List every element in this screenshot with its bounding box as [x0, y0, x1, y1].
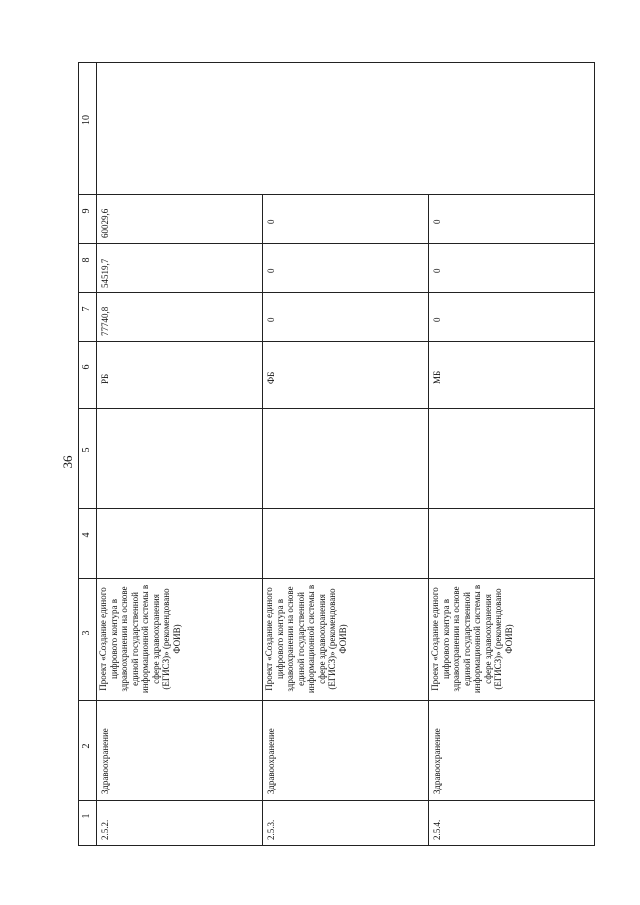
row-budget-type: РБ	[100, 373, 110, 384]
col-border	[78, 292, 594, 293]
row-budget-type: ФБ	[266, 371, 276, 384]
col-border	[78, 700, 594, 701]
col-border	[78, 408, 594, 409]
row-value-8: 54519,7	[100, 258, 110, 288]
row-sector: Здравоохранение	[100, 728, 110, 794]
header-col-2: 2	[81, 743, 92, 749]
row-number: 2.5.3.	[266, 819, 276, 840]
header-col-5: 5	[81, 447, 92, 453]
row-sector: Здравоохранение	[266, 728, 276, 794]
row-number: 2.5.4.	[432, 819, 442, 840]
table-border-left	[78, 62, 79, 846]
header-col-7: 7	[81, 306, 92, 312]
header-col-6: 6	[81, 364, 92, 370]
row-value-8: 0	[266, 268, 276, 273]
row-project: Проект «Создание единого цифрового контура в здравоохранении на основе единой государственной информационной системы в сфере здравоохранения (ЕГИСЗ)» (рекомендовано ФОИВ)	[98, 584, 182, 694]
col-border	[78, 194, 594, 195]
row-value-7: 0	[266, 317, 276, 322]
col-border	[78, 243, 594, 244]
header-col-9: 9	[81, 208, 92, 214]
row-budget-type: МБ	[432, 370, 442, 384]
col-border	[78, 800, 594, 801]
table-border-top	[78, 62, 594, 63]
header-col-1: 1	[81, 813, 92, 819]
row-sector: Здравоохранение	[432, 728, 442, 794]
row-border	[262, 194, 263, 846]
header-col-3: 3	[81, 630, 92, 636]
row-value-8: 0	[432, 268, 442, 273]
header-col-8: 8	[81, 257, 92, 263]
row-value-9: 0	[266, 219, 276, 224]
col-border	[78, 341, 594, 342]
page-number: 36	[60, 455, 75, 469]
row-number: 2.5.2.	[100, 819, 110, 840]
row-value-9: 60029,6	[100, 208, 110, 238]
table-border-bottom	[78, 845, 594, 846]
row-project: Проект «Создание единого цифрового контура в здравоохранении на основе единой государственной информационной системы в сфере здравоохранения (ЕГИСЗ)» (рекомендовано ФОИВ)	[430, 584, 514, 694]
row-project: Проект «Создание единого цифрового контура в здравоохранении на основе единой государственной информационной системы в сфере здравоохранения (ЕГИСЗ)» (рекомендовано ФОИВ)	[264, 584, 348, 694]
row-border	[428, 194, 429, 846]
row-value-7: 0	[432, 317, 442, 322]
col-border	[78, 578, 594, 579]
col-border	[78, 508, 594, 509]
header-col-4: 4	[81, 532, 92, 538]
header-col-10: 10	[81, 115, 92, 125]
row-value-9: 0	[432, 219, 442, 224]
table-border-right	[594, 62, 595, 846]
row-border	[96, 62, 97, 846]
row-value-7: 77740,8	[100, 306, 110, 336]
